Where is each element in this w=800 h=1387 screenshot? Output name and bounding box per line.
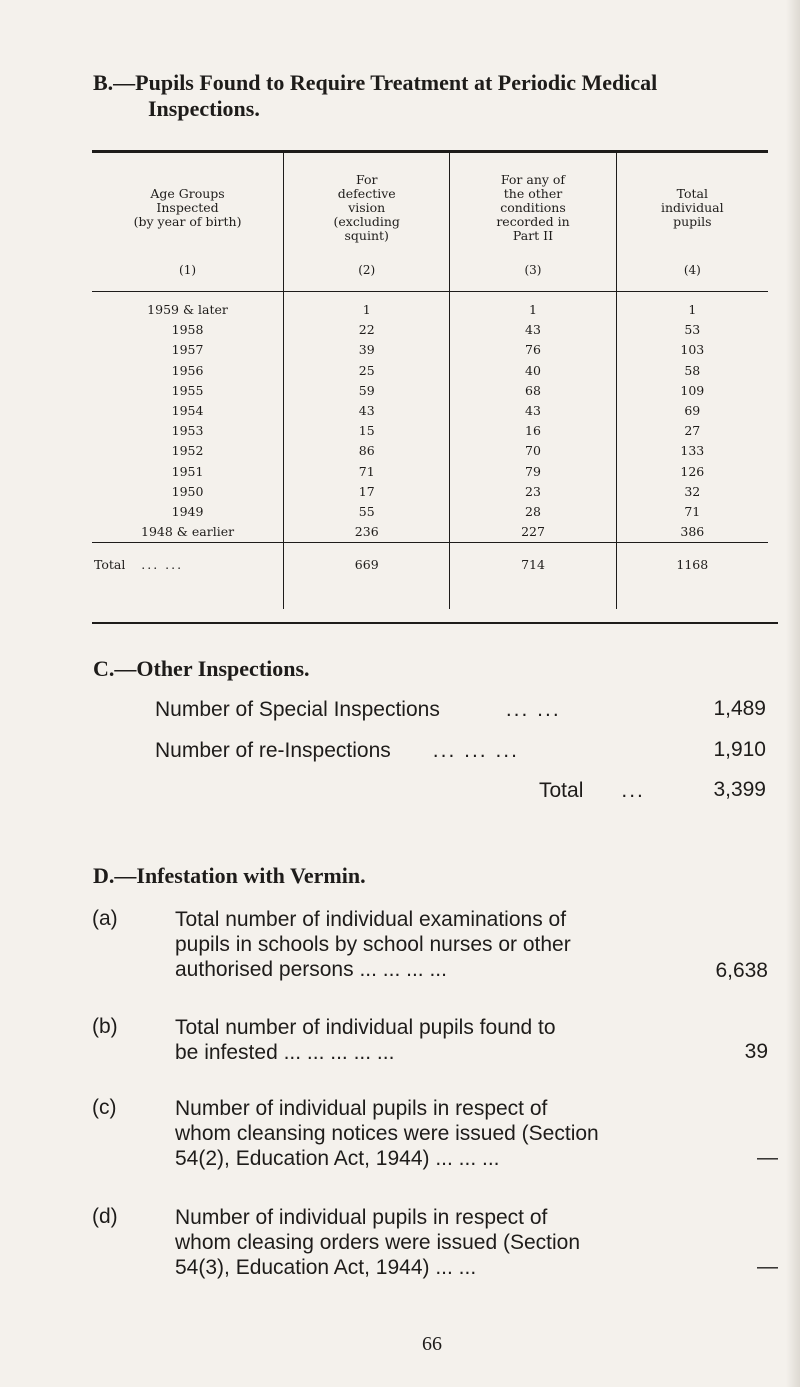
item-b-text: Total number of individual pupils found to be infested ... ... ... ... ...	[175, 1016, 556, 1064]
table-row: 1957 39 76 103	[92, 340, 768, 360]
section-b-title-line2: Inspections.	[148, 96, 260, 121]
table-row: 1948 & earlier 236 227 386	[92, 522, 768, 543]
col-number-1: (1)	[92, 263, 284, 292]
col-header-age-groups: Age Groups Inspected (by year of birth)	[92, 152, 284, 264]
item-d-letter: (d)	[92, 1205, 118, 1228]
total-label-cell: Total ... ...	[92, 543, 284, 610]
table-header-row	[92, 152, 768, 264]
col-header-other-conditions: For any of the other conditions recorded in Part II	[450, 152, 616, 264]
total-pupils: 1168	[616, 543, 768, 610]
page-edge-shadow	[786, 0, 800, 1387]
item-a-letter: (a)	[92, 907, 118, 930]
reinspections-label: Number of re-Inspections ... ... ...	[155, 739, 519, 762]
section-b-title-line1: B.—Pupils Found to Require Treatment at Periodic Medical	[93, 70, 658, 95]
special-inspections-label: Number of Special Inspections ... ...	[155, 698, 561, 721]
table-row: 1953 15 16 27	[92, 421, 768, 441]
section-b-heading	[93, 70, 793, 122]
column-number-row	[92, 263, 768, 292]
table-row: 1955 59 68 109	[92, 381, 768, 401]
table-row: 1954 43 43 69	[92, 401, 768, 421]
table-row: 1959 & later 1 1 1	[92, 292, 768, 321]
table-row: 1949 55 28 71	[92, 502, 768, 522]
item-a-value: 6,638	[715, 959, 768, 982]
section-c-total-label: Total ...	[539, 779, 645, 802]
special-inspections-value: 1,489	[713, 697, 766, 720]
col-header-defective-vision: For defective vision (excluding squint)	[284, 152, 450, 264]
col-header-total-pupils: Total individual pupils	[616, 152, 768, 264]
item-c-text: Number of individual pupils in respect of whom cleansing notices were issued (Section 54(2), Education Act, 1944) ... ... ...	[175, 1097, 599, 1170]
total-other: 714	[450, 543, 616, 610]
col-number-2: (2)	[284, 263, 450, 292]
table-row: 1956 25 40 58	[92, 361, 768, 381]
item-d-text: Number of individual pupils in respect of whom cleasing orders were issued (Section 54(3), Education Act, 1944) ... ...	[175, 1206, 581, 1279]
item-b-letter: (b)	[92, 1015, 118, 1038]
table-row: 1952 86 70 133	[92, 441, 768, 461]
section-c-title: C.—Other Inspections.	[93, 656, 310, 681]
item-a-text: Total number of individual examinations of pupils in schools by school nurses or other authorised persons ... ... ... ...	[175, 908, 571, 981]
table-total-row	[92, 543, 768, 610]
item-d-value: —	[757, 1255, 778, 1278]
col-number-3: (3)	[450, 263, 616, 292]
table-row: 1958 22 43 53	[92, 320, 768, 340]
table-row: 1951 71 79 126	[92, 462, 768, 482]
item-b-value: 39	[744, 1040, 768, 1063]
section-d-title: D.—Infestation with Vermin.	[93, 863, 366, 888]
col-number-4: (4)	[616, 263, 768, 292]
page-number: 66	[422, 1333, 442, 1355]
total-vision: 669	[284, 543, 450, 610]
reinspections-value: 1,910	[713, 738, 766, 761]
item-c-letter: (c)	[92, 1096, 117, 1119]
item-c-value: —	[757, 1146, 778, 1169]
section-c-total-value: 3,399	[713, 778, 766, 801]
table-bottom-rule	[92, 622, 778, 624]
table-row: 1950 17 23 32	[92, 482, 768, 502]
treatment-table	[92, 150, 768, 609]
